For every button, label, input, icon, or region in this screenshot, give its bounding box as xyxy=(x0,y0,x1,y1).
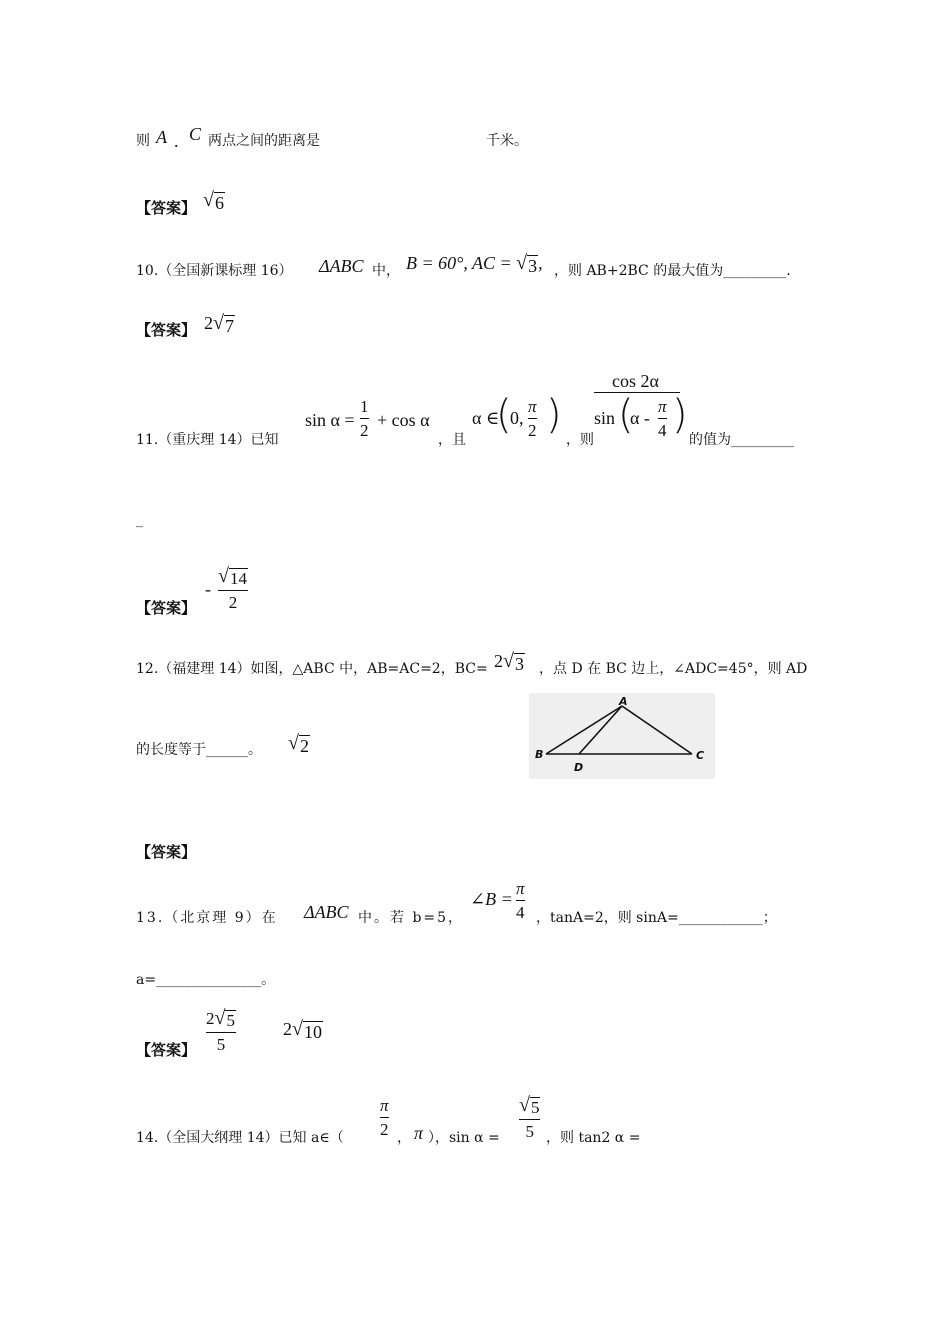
q11-half: 1 2 xyxy=(360,397,369,440)
q12-bc-value: 2 √ 3 xyxy=(494,650,524,674)
point-a: A xyxy=(156,127,167,147)
q10-condition: B = 60°, AC = √ 3 , xyxy=(406,252,543,276)
q11-paren-right: ) xyxy=(546,392,562,438)
q13-angle: ∠B = xyxy=(470,889,513,909)
answer-label-12: 【答案】 xyxy=(136,843,197,861)
q11-sin: sin α = xyxy=(305,410,355,430)
q14-sqrt5-over-5: √ 5 5 xyxy=(519,1094,540,1141)
q11-mid1: ，且 xyxy=(438,432,466,448)
q11-mid2: ，则 xyxy=(566,432,594,448)
q13-line2: a=_______________。 xyxy=(136,972,276,988)
label-d: D xyxy=(574,761,584,774)
q13-mid: 中。若 b=5， xyxy=(358,910,465,926)
q13-prefix: 13.（北京理 9）在 xyxy=(136,910,278,926)
answer-label-10: 【答案】 xyxy=(136,321,197,339)
q14-rest: ，则 tan2 α = xyxy=(546,1130,641,1146)
point-c: C xyxy=(189,124,202,144)
q14-pi-over-2: π 2 xyxy=(380,1096,389,1139)
label-b: B xyxy=(535,748,544,761)
q11-numerator: cos 2α xyxy=(612,371,659,391)
answer-13-a: 2 √ 10 xyxy=(283,1018,322,1042)
q10-triangle: ΔABC xyxy=(319,256,364,276)
answer-11-fraction: √ 14 2 xyxy=(218,565,247,612)
q14-pi: π xyxy=(414,1123,424,1143)
edge-ab xyxy=(546,706,622,754)
q14-prefix: 14.（全国大纲理 14）已知 a∈（ xyxy=(136,1130,344,1146)
q12-rest: ，点 D 在 BC 边上，∠ADC=45°，则 AD xyxy=(539,661,808,677)
prev-text-pre: 则 xyxy=(136,133,150,149)
q11-alpha: α ∈ xyxy=(472,408,500,428)
q11-den-pi-over-4: π 4 xyxy=(658,397,667,440)
q11-prefix: 11.（重庆理 14）已知 xyxy=(136,432,279,448)
edge-ac xyxy=(622,706,692,754)
answer-13-sina: 2 √ 5 5 xyxy=(206,1007,235,1054)
q11-main-fraction-bar xyxy=(594,392,680,393)
q13-rest: ，tanA=2，则 sinA=____________； xyxy=(536,910,777,926)
q11-den-paren-right: ) xyxy=(672,392,688,438)
prev-line xyxy=(136,134,150,148)
answer-label-9: 【答案】 xyxy=(136,199,197,217)
answer-label-13: 【答案】 xyxy=(136,1041,197,1059)
q11-den-sin: sin xyxy=(594,408,616,428)
q11-plus-cos: + cos α xyxy=(377,410,430,430)
q13-triangle: ΔABC xyxy=(304,902,349,922)
q11-den-paren-left: ( xyxy=(618,392,634,438)
q12-prefix: 12.（福建理 14）如图，△ABC 中，AB=AC=2，BC= xyxy=(136,661,488,677)
q11-den-alpha: α - xyxy=(630,408,650,428)
label-c: C xyxy=(696,749,705,762)
label-a: A xyxy=(619,695,628,708)
answer-10-value: 2 √ 7 xyxy=(204,312,234,336)
answer-9-value xyxy=(203,190,225,212)
q11-tail: 的值为_________ xyxy=(689,432,794,448)
q10-rest: ，则 AB+2BC 的最大值为_________. xyxy=(554,263,791,279)
prev-text-unit: 千米。 xyxy=(486,133,528,149)
answer-11-minus: - xyxy=(205,579,211,599)
sqrt-6: √ 6 xyxy=(203,189,224,213)
dot: . xyxy=(174,131,179,151)
answer-label-11: 【答案】 xyxy=(136,599,197,617)
q14-mid: ， xyxy=(397,1130,411,1146)
triangle-diagram xyxy=(529,693,715,779)
q14-close: ），sin α = xyxy=(428,1130,500,1146)
q12-line2: 的长度等于______。 xyxy=(136,742,262,758)
q11-zero: 0, xyxy=(510,408,524,428)
triangle-figure xyxy=(529,693,715,779)
q13-pi-over-4: π 4 xyxy=(516,879,525,922)
q11-continuation: _ xyxy=(136,512,143,528)
q11-pi-over-2: π 2 xyxy=(528,397,537,440)
q10-zh: 中， xyxy=(372,263,400,279)
q10-prefix: 10.（全国新课标理 16） xyxy=(136,263,293,279)
q11-paren-left: ( xyxy=(496,392,512,438)
q12-answer-inline: √ 2 xyxy=(288,732,309,756)
prev-text-mid: 两点之间的距离是 xyxy=(208,133,320,149)
